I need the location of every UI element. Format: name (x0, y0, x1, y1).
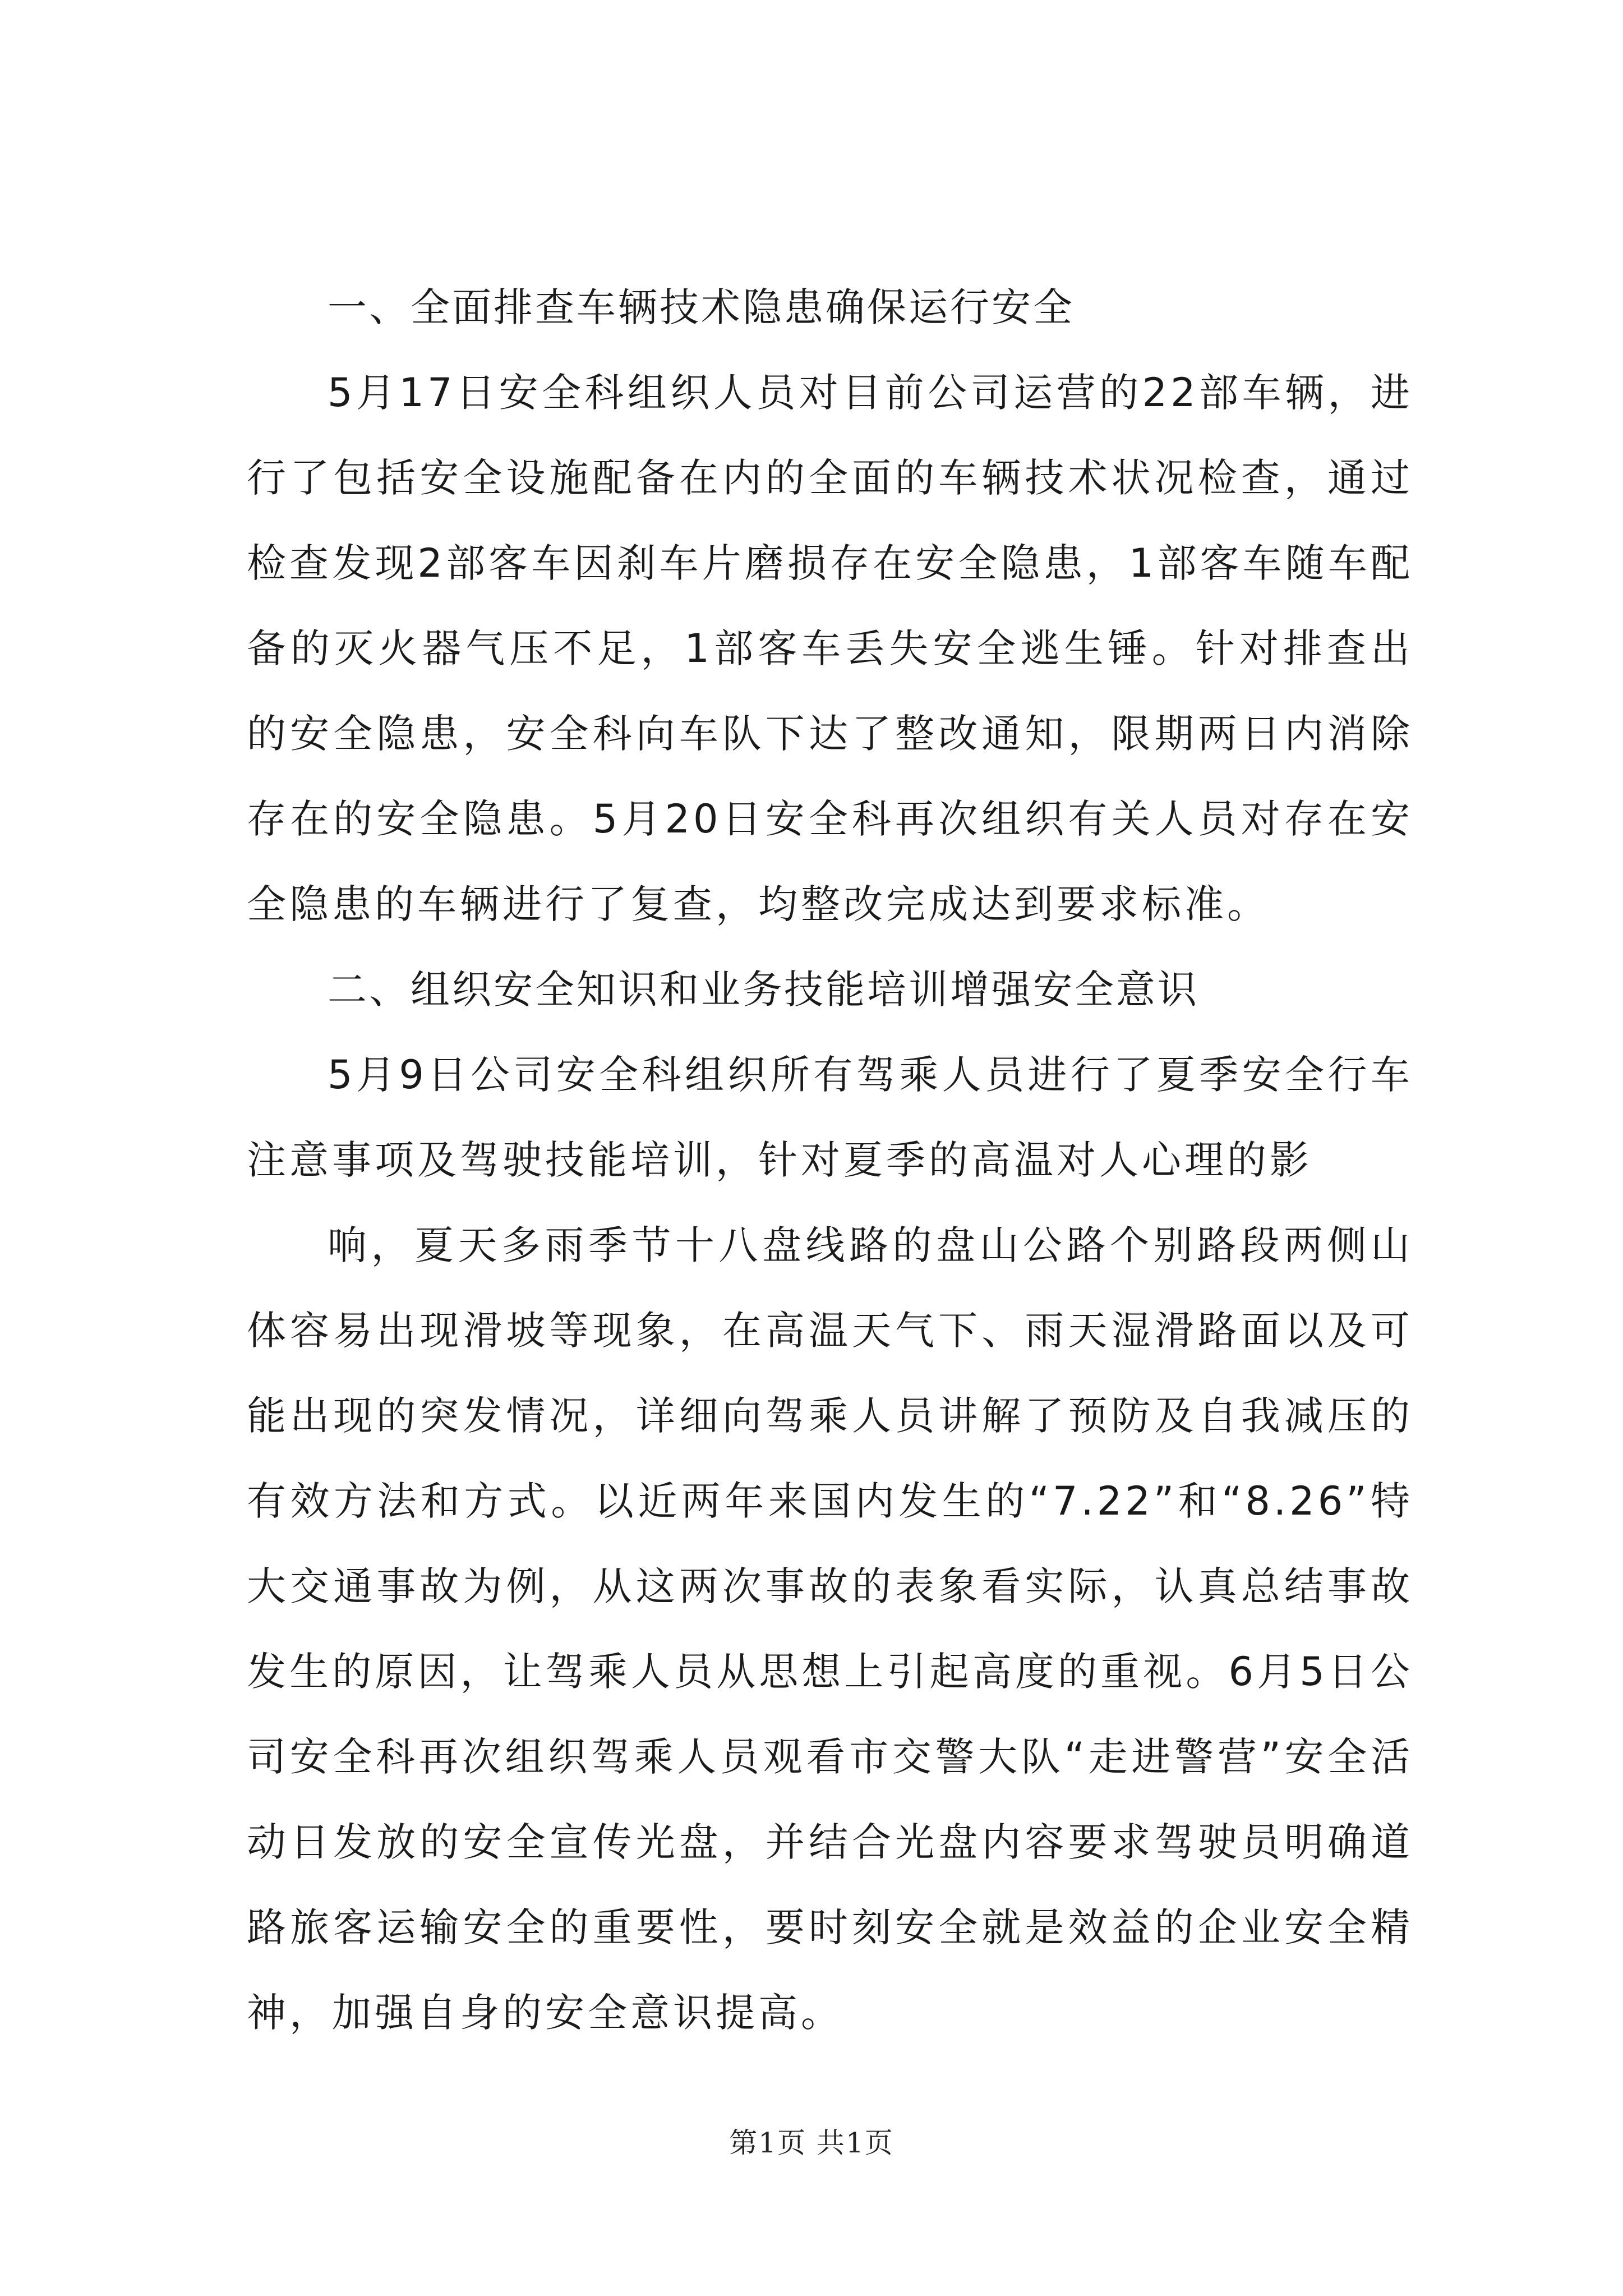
document-body (247, 265, 1413, 2055)
paragraph-training-details: 响，夏天多雨季节十八盘线路的盘山公路个别路段两侧山体容易出现滑坡等现象，在高温天气下、雨天湿滑路面以及可能出现的突发情况，详细向驾乘人员讲解了预防及自我减压的有效方法和方式。以近两年来国内发生的“7.22”和“8.26”特大交通事故为例，从这两次事故的表象看实际，认真总结事故发生的原因，让驾乘人员从思想上引起高度的重视。6月5日公司安全科再次组织驾乘人员观看市交警大队“走进警营”安全活动日发放的安全宣传光盘，并结合光盘内容要求驾驶员明确道路旅客运输安全的重要性，要时刻安全就是效益的企业安全精神，加强自身的安全意识提高。 (247, 1222, 1413, 2036)
section-heading-1: 一、全面排查车辆技术隐患确保运行安全 (328, 284, 1075, 330)
paragraph-vehicle-inspection: 5月17日安全科组织人员对目前公司运营的22部车辆，进行了包括安全设施配备在内的全面的车辆技术状况检查，通过检查发现2部客车因刹车片磨损存在安全隐患，1部客车随车配备的灭火器气压不足，1部客车丢失安全逃生锤。针对排查出的安全隐患，安全科向车队下达了整改通知，限期两日内消除存在的安全隐患。5月20日安全科再次组织有关人员对存在安全隐患的车辆进行了复查，均整改完成达到要求标准。 (247, 370, 1413, 927)
section-heading-2: 二、组织安全知识和业务技能培训增强安全意识 (328, 967, 1199, 1013)
paragraph-training-intro: 5月9日公司安全科组织所有驾乘人员进行了夏季安全行车注意事项及驾驶技能培训，针对夏季的高温对人心理的影 (247, 1052, 1413, 1183)
page-footer: 第1页 共1页 (729, 2127, 894, 2159)
